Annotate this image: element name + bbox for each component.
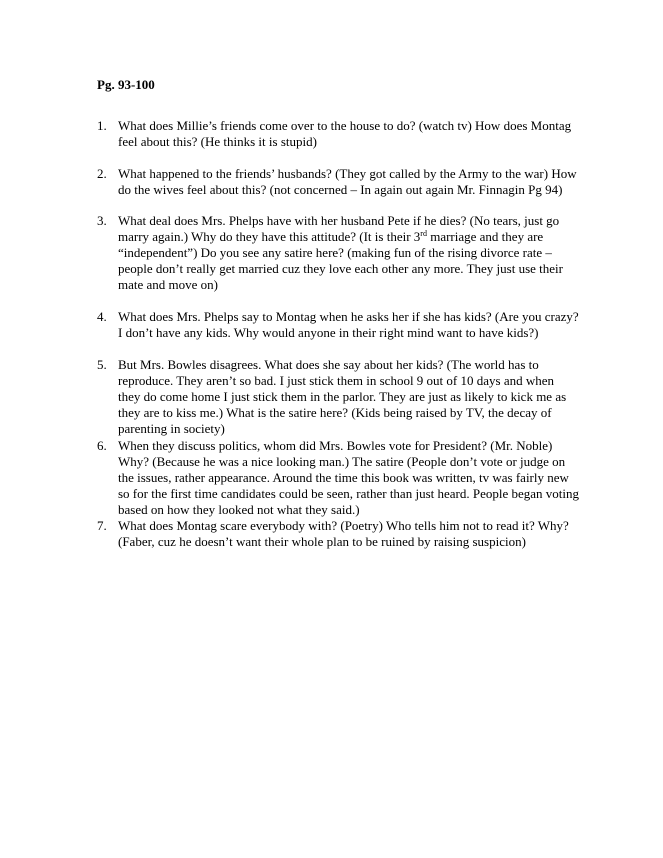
question-line: reproduce. They aren’t so bad. I just stick them in school 9 out of 10 days and when (118, 373, 555, 388)
line-text-after: marriage and they are (426, 229, 544, 244)
question-line: What deal does Mrs. Phelps have with her husband Pete if he dies? (No tears, just go (118, 213, 560, 228)
question-number: 2. (97, 166, 107, 181)
question-line: so for the first time candidates could be seen, rather than just heard. People began voting (118, 486, 579, 501)
question-line: I don’t have any kids. Why would anyone in their right mind want to have kids?) (118, 325, 539, 340)
question-number: 5. (97, 357, 107, 372)
question-text (118, 357, 577, 437)
question-number: 3. (97, 213, 107, 228)
question-line: When they discuss politics, whom did Mrs. Bowles vote for President? (Mr. Noble) (118, 438, 553, 453)
question-line (118, 229, 577, 245)
question-line: “independent”) Do you see any satire here? (making fun of the rising divorce rate – (118, 245, 552, 260)
question-item-1 (97, 118, 577, 150)
question-line: the issues, rather appearance. Around the time this book was written, tv was fairly new (118, 470, 569, 485)
question-line: mate and move on) (118, 277, 218, 292)
question-text (118, 213, 577, 293)
question-line: people don’t really get married cuz they love each other any more. They just use their (118, 261, 563, 276)
question-item-2 (97, 166, 577, 198)
question-item-4 (97, 309, 577, 341)
question-text (118, 438, 577, 518)
question-text (118, 166, 577, 198)
question-text (118, 118, 577, 150)
question-line: What happened to the friends’ husbands? (They got called by the Army to the war) How (118, 166, 577, 181)
question-line: they are to kiss me.) What is the satire here? (Kids being raised by TV, the decay of (118, 405, 552, 420)
question-line: What does Montag scare everybody with? (Poetry) Who tells him not to read it? Why? (118, 518, 569, 533)
question-number: 4. (97, 309, 107, 324)
question-item-5 (97, 357, 577, 437)
question-number: 1. (97, 118, 107, 133)
question-line: But Mrs. Bowles disagrees. What does she say about her kids? (The world has to (118, 357, 539, 372)
question-item-6 (97, 438, 577, 518)
question-line: Why? (Because he was a nice looking man.) The satire (People don’t vote or judge on (118, 454, 566, 469)
ordinal-superscript: rd (420, 229, 427, 238)
question-text (118, 309, 577, 341)
question-item-7 (97, 518, 577, 550)
line-text-before: marry again.) Why do they have this attitude? (It is their 3 (118, 229, 421, 244)
question-line: What does Mrs. Phelps say to Montag when he asks her if she has kids? (Are you crazy? (118, 309, 579, 324)
question-line: based on how they looked not what they said.) (118, 502, 360, 517)
question-text (118, 518, 577, 550)
question-line: (Faber, cuz he doesn’t want their whole plan to be ruined by raising suspicion) (118, 534, 526, 549)
question-line: do the wives feel about this? (not concerned – In again out again Mr. Finnagin Pg 94) (118, 182, 563, 197)
question-line: feel about this? (He thinks it is stupid) (118, 134, 317, 149)
question-item-3 (97, 213, 577, 293)
question-number: 7. (97, 518, 107, 533)
page-range-heading: Pg. 93-100 (97, 77, 155, 92)
question-number: 6. (97, 438, 107, 453)
question-line: What does Millie’s friends come over to the house to do? (watch tv) How does Montag (118, 118, 572, 133)
question-line: they do come home I just stick them in the parlor. They are just as likely to kick me as (118, 389, 567, 404)
question-line: parenting in society) (118, 421, 225, 436)
